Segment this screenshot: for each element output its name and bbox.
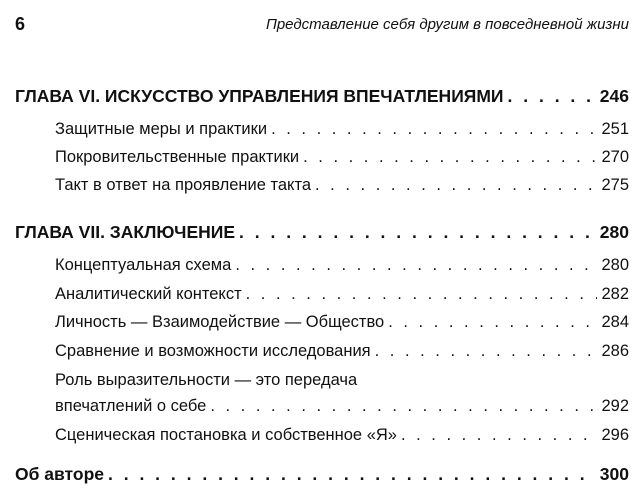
dot-leader: [246, 285, 598, 304]
chapter-title: Об авторе: [15, 464, 104, 484]
item-page: 270: [601, 148, 629, 166]
page-number: 6: [15, 14, 26, 34]
item-page: 280: [601, 256, 629, 274]
chapter-page: 246: [599, 86, 629, 106]
dot-leader: [508, 86, 596, 107]
toc-item[interactable]: [55, 313, 629, 332]
item-page: 296: [601, 426, 629, 444]
item-page: 251: [601, 120, 629, 138]
item-title: впечатлений о себе: [55, 397, 207, 415]
toc-item-title-line1[interactable]: Роль выразительности — это передача: [55, 371, 358, 389]
dot-leader: [271, 120, 597, 139]
toc-item[interactable]: [55, 176, 629, 195]
item-title: Сравнение и возможности исследования: [55, 342, 371, 360]
toc-item[interactable]: [55, 342, 629, 361]
dot-leader: [315, 176, 597, 195]
item-title: Сценическая постановка и собственное «Я»: [55, 426, 397, 444]
toc-item[interactable]: [55, 120, 629, 139]
item-title: Аналитический контекст: [55, 285, 242, 303]
item-title: Покровительственные практики: [55, 148, 300, 166]
dot-leader: [388, 313, 597, 332]
item-page: 286: [601, 342, 629, 360]
dot-leader: [108, 464, 596, 485]
item-title: Такт в ответ на проявление такта: [55, 176, 312, 194]
item-title: Защитные меры и практики: [55, 120, 268, 138]
item-page: 292: [601, 397, 629, 415]
dot-leader: [235, 256, 597, 275]
toc-chapter-7[interactable]: [15, 222, 629, 243]
toc-item[interactable]: [55, 285, 629, 304]
toc-chapter-6[interactable]: [15, 86, 629, 107]
dot-leader: [375, 342, 598, 361]
dot-leader: [303, 148, 597, 167]
toc-item[interactable]: [55, 148, 629, 167]
item-title: Личность — Взаимодействие — Общество: [55, 313, 385, 331]
dot-leader: [210, 397, 597, 416]
dot-leader: [401, 426, 598, 445]
running-title: Представление себя другим в повседневной жизни: [265, 16, 629, 33]
chapter-title: ГЛАВА VII. ЗАКЛЮЧЕНИЕ: [15, 222, 236, 242]
item-page: 282: [601, 285, 629, 303]
item-page: 284: [601, 313, 629, 331]
toc-item[interactable]: [55, 426, 629, 445]
chapter-page: 280: [599, 222, 629, 242]
item-page: 275: [601, 176, 629, 194]
item-title: Концептуальная схема: [55, 256, 232, 274]
chapter-title: ГЛАВА VI. ИСКУССТВО УПРАВЛЕНИЯ ВПЕЧАТЛЕНИЯМИ: [15, 86, 504, 106]
toc-item[interactable]: [55, 397, 629, 416]
toc-about-author[interactable]: [15, 464, 629, 485]
toc-item[interactable]: [55, 256, 629, 275]
chapter-page: 300: [599, 464, 629, 484]
page-header: [15, 14, 629, 42]
dot-leader: [239, 222, 596, 243]
